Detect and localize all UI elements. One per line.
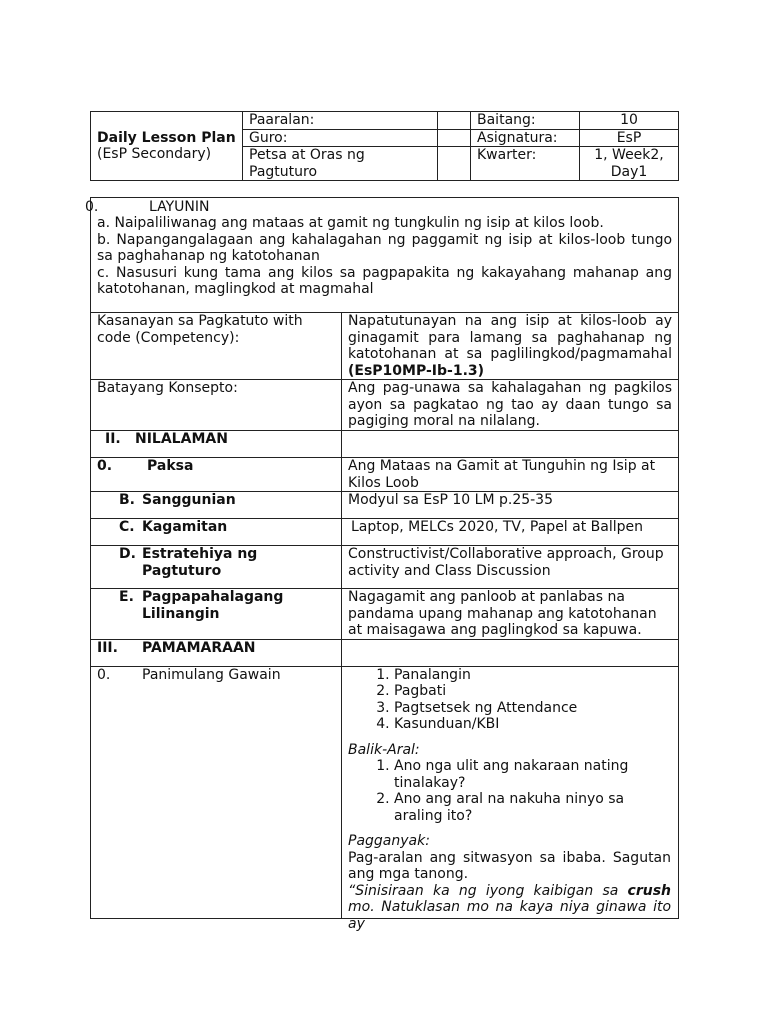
nilalaman-number: II. (105, 431, 121, 447)
quote-start: “Sinisiraan ka ng iyong kaibigan sa (348, 882, 628, 899)
panimula-row (91, 666, 679, 918)
paksa-value: Ang Mataas na Gamit at Tunguhin ng Isip at Kilos Loob (342, 458, 679, 492)
list-item: 1. Panalangin (394, 667, 671, 684)
petsa-blank (438, 147, 471, 181)
kagamitan-row (91, 519, 679, 546)
kasanayan-row (91, 313, 679, 380)
header-table (90, 111, 679, 181)
kasanayan-value: Napatutunayan na ang isip at kilos-loob ay ginagamit para lamang sa paghahanap ng katotohanan at sa paglilingkod/pagmamahal (348, 313, 673, 362)
nilalaman-row (91, 431, 679, 458)
estratehiya-cell (91, 546, 342, 589)
list-item: 3. Pagtsetsek ng Attendance (394, 700, 671, 717)
quote-end: mo. Natuklasan mo na kaya niya ginawa ito ay (348, 899, 672, 932)
list-item: 4. Kasunduan/KBI (394, 716, 671, 733)
kasanayan-label: Kasanayan sa Pagkatuto with code (Competency): (91, 313, 342, 380)
batayang-value: Ang pag-unawa sa kahalagahan ng pagkilos ayon sa pagkatao ng tao ay daan tungo sa pagiging moral na nilalang. (342, 380, 679, 431)
layunin-cell (85, 198, 679, 313)
batayang-row (91, 380, 679, 431)
asignatura-value: EsP (580, 129, 679, 147)
pagganyak-quote (348, 883, 671, 933)
estratehiya-value: Constructivist/Collaborative approach, Group activity and Class Discussion (342, 546, 679, 589)
batayang-label: Batayang Konsepto: (91, 380, 342, 431)
pamamaraan-row (91, 639, 679, 666)
baitang-label: Baitang: (471, 112, 580, 130)
kwarter-value: 1, Week2, Day1 (580, 147, 679, 181)
panimula-label: Panimulang Gawain (142, 666, 281, 683)
paaralan-blank (438, 112, 471, 130)
layunin-a: a. Naipaliliwanag ang mataas at gamit ng tungkulin ng isip at kilos loob. (97, 215, 604, 231)
sanggunian-row (91, 492, 679, 519)
balik-aral-list (348, 758, 671, 824)
estratehiya-label: Estratehiya ng Pagtuturo (142, 546, 258, 579)
list-item: 2. Ano ang aral na nakuha ninyo sa araling ito? (394, 791, 671, 824)
pagpapahalaga-value: Nagagamit ang panloob at panlabas na pandama upang mahanap ang katotohanan at maisagawa ang paglingkod sa kapuwa. (342, 589, 679, 640)
list-item: 1. Ano nga ulit ang nakaraan nating tinalakay? (394, 758, 671, 791)
layunin-b: b. Napangangalagaan ang kahalagahan ng paggamit ng isip at kilos-loob tungo sa paghahanap ng katotohanan (97, 231, 673, 264)
pagpapahalaga-number: E. (119, 589, 134, 605)
sanggunian-label: Sanggunian (142, 492, 236, 508)
list-item: 2. Pagbati (394, 683, 671, 700)
nilalaman-cell (91, 431, 342, 458)
petsa-label: Petsa at Oras ng Pagtuturo (243, 147, 438, 181)
paksa-cell (91, 458, 342, 492)
pagganyak-text: Pag-aralan ang sitwasyon sa ibaba. Sagutan ang mga tanong. (348, 849, 672, 882)
nilalaman-label: NILALAMAN (135, 431, 228, 447)
pagganyak-title: Pagganyak: (348, 833, 430, 849)
panimula-cell (91, 666, 342, 918)
pamamaraan-number: III. (97, 639, 118, 656)
kasanayan-cell (342, 313, 679, 380)
kagamitan-cell (91, 519, 342, 546)
balik-aral-title: Balik-Aral: (348, 741, 420, 758)
lesson-table (85, 197, 679, 932)
kagamitan-label: Kagamitan (142, 519, 228, 535)
pamamaraan-cell (91, 639, 342, 666)
layunin-row (91, 198, 679, 313)
paksa-row (91, 458, 679, 492)
baitang-value: 10 (580, 112, 679, 130)
document-title: Daily Lesson Plan (97, 129, 236, 146)
paksa-number: 0. (97, 458, 113, 474)
sanggunian-value: Modyul sa EsP 10 LM p.25-35 (342, 492, 679, 519)
estratehiya-row (91, 546, 679, 589)
kagamitan-number: C. (119, 519, 135, 535)
kagamitan-value: Laptop, MELCs 2020, TV, Papel at Ballpen (342, 519, 679, 546)
title-cell (91, 112, 243, 181)
paaralan-label: Paaralan: (243, 112, 438, 130)
nilalaman-blank (342, 431, 679, 458)
estratehiya-number: D. (119, 546, 136, 562)
panimula-steps (348, 667, 671, 733)
panimula-number: 0. (97, 666, 111, 683)
kasanayan-code: (EsP10MP-Ib-1.3) (348, 362, 485, 379)
sanggunian-number: B. (119, 492, 135, 508)
sanggunian-cell (91, 492, 342, 519)
panimula-content (342, 666, 679, 932)
layunin-title: LAYUNIN (149, 199, 210, 215)
asignatura-label: Asignatura: (471, 129, 580, 147)
pagpapahalaga-label: Pagpapahalagang Lilinangin (142, 589, 284, 622)
pamamaraan-label: PAMAMARAAN (142, 639, 256, 656)
layunin-number: 0. (85, 199, 99, 215)
paksa-label: Paksa (147, 458, 194, 474)
quote-bold: crush (627, 882, 672, 899)
pagpapahalaga-row (91, 589, 679, 640)
pagpapahalaga-cell (91, 589, 342, 640)
guro-label: Guro: (243, 129, 438, 147)
document-subtitle: (EsP Secondary) (97, 146, 212, 162)
guro-blank (438, 129, 471, 147)
layunin-c: c. Nasusuri kung tama ang kilos sa pagpapakita ng kakayahang mahanap ang katotohanan, maglingkod at magmahal (97, 264, 673, 297)
kwarter-label: Kwarter: (471, 147, 580, 181)
pamamaraan-blank (342, 639, 679, 666)
